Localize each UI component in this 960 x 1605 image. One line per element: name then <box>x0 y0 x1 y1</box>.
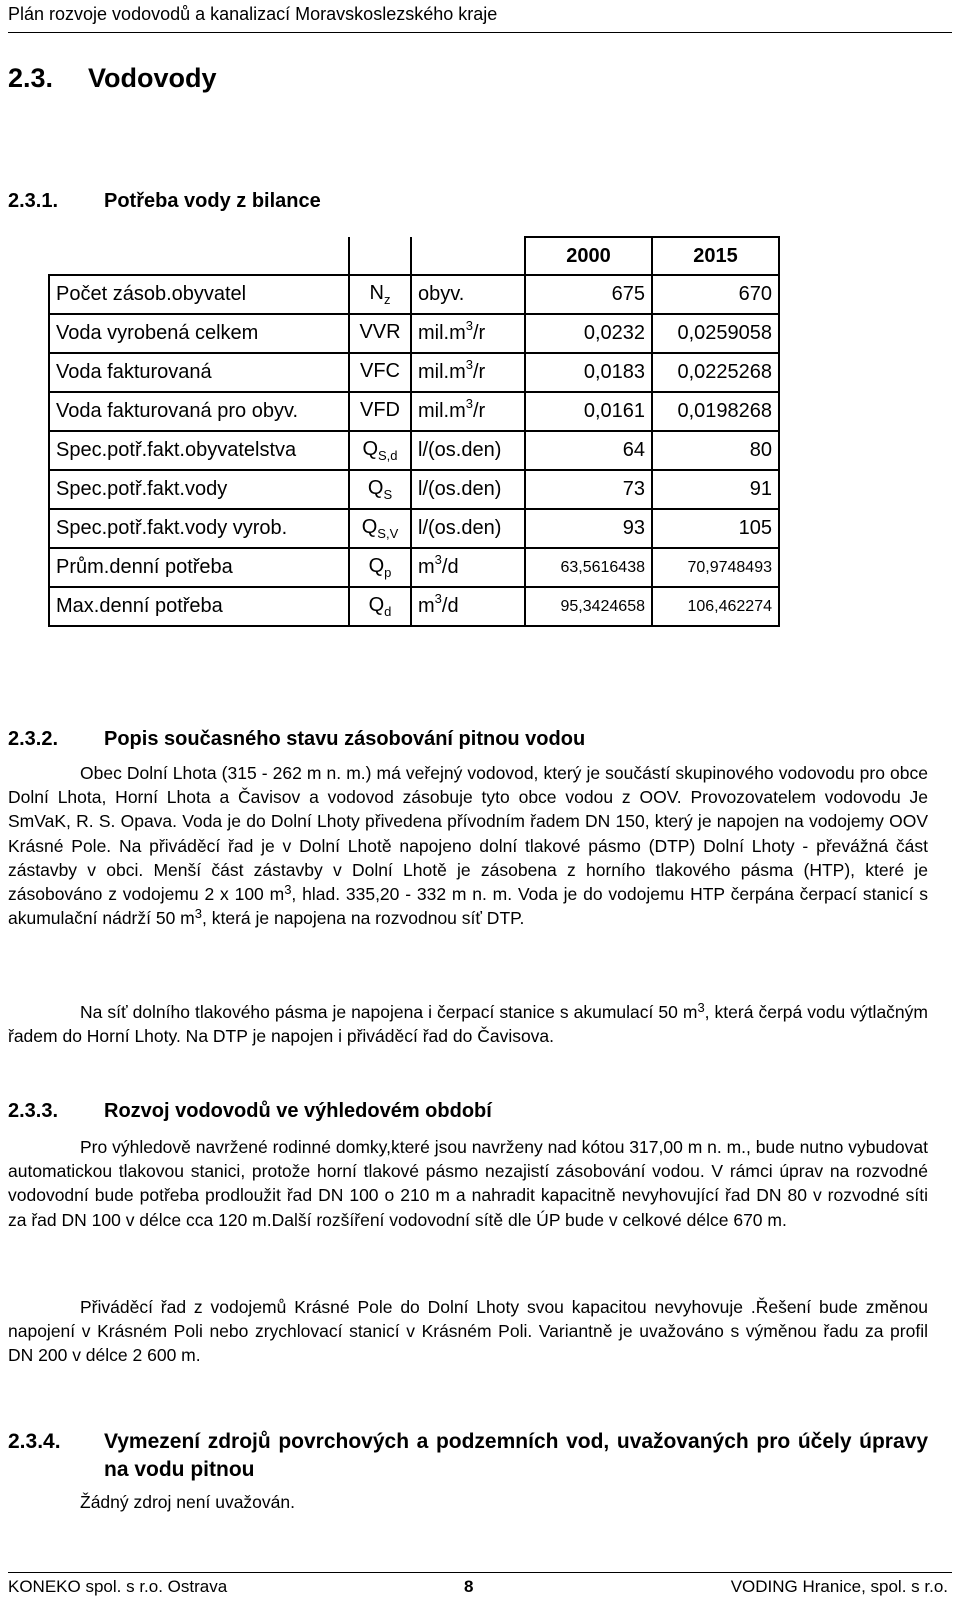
year-2000: 2000 <box>525 237 652 275</box>
subsection-heading-3 <box>8 1100 492 1123</box>
running-header: Plán rozvoje vodovodů a kanalizací Moravskoslezského kraje <box>8 4 498 24</box>
row-symbol: $Q_d$ <box>349 587 411 626</box>
table-row <box>49 587 779 626</box>
subsection-title: Vymezení zdrojů povrchových a podzemních vod, uvažovaných pro účely úpravy na vodu pitnou <box>104 1430 928 1481</box>
value-2015: 91 <box>652 470 779 509</box>
value-2015: 670 <box>652 275 779 314</box>
row-label: Voda vyrobená celkem <box>49 314 349 353</box>
page-number: 8 <box>464 1577 474 1596</box>
value-2000: 73 <box>525 470 652 509</box>
table-row <box>49 353 779 392</box>
subsection-heading-1 <box>8 190 321 213</box>
value-2000: 0,0183 <box>525 353 652 392</box>
row-symbol: VVR <box>349 314 411 353</box>
section-number: 2.3. <box>8 63 54 93</box>
subsection-number: 2.3.3. <box>8 1100 59 1122</box>
table-row <box>49 314 779 353</box>
table-row <box>49 509 779 548</box>
row-unit: $m^3/d$ <box>411 548 525 587</box>
table-row <box>49 275 779 314</box>
value-2000: 63,5616438 <box>525 548 652 587</box>
row-symbol: $Q_{S,d}$ <box>349 431 411 470</box>
subsection-title: Potřeba vody z bilance <box>104 190 321 212</box>
value-2000: 0,0161 <box>525 392 652 431</box>
footer-left: KONEKO spol. s r.o. Ostrava <box>8 1577 228 1596</box>
row-unit: l/(os.den) <box>411 470 525 509</box>
value-2015: 105 <box>652 509 779 548</box>
row-symbol: VFC <box>349 353 411 392</box>
row-label: Spec.potř.fakt.vody <box>49 470 349 509</box>
value-2000: 93 <box>525 509 652 548</box>
footer-rule <box>8 1572 952 1573</box>
subsection-heading-4 <box>8 1428 928 1484</box>
row-symbol: $Q_S$ <box>349 470 411 509</box>
value-2015: 0,0198268 <box>652 392 779 431</box>
subsection-number: 2.3.1. <box>8 190 59 212</box>
row-symbol: $Q_{S,V}$ <box>349 509 411 548</box>
subsection-title: Rozvoj vodovodů ve výhledovém období <box>104 1100 492 1122</box>
row-label: Voda fakturovaná pro obyv. <box>49 392 349 431</box>
row-unit: $mil.m^3/r$ <box>411 353 525 392</box>
row-unit: l/(os.den) <box>411 431 525 470</box>
subsection-number: 2.3.2. <box>8 728 59 750</box>
value-2015: 106,462274 <box>652 587 779 626</box>
subsection-title: Popis současného stavu zásobování pitnou vodou <box>104 728 586 750</box>
row-symbol: $Q_p$ <box>349 548 411 587</box>
row-label: Spec.potř.fakt.obyvatelstva <box>49 431 349 470</box>
table-header-row <box>49 237 779 275</box>
row-unit: $m^3/d$ <box>411 587 525 626</box>
value-2015: 0,0259058 <box>652 314 779 353</box>
value-2000: 95,3424658 <box>525 587 652 626</box>
water-balance-table <box>48 236 780 627</box>
table-row <box>49 431 779 470</box>
row-label: Voda fakturovaná <box>49 353 349 392</box>
value-2015: 70,9748493 <box>652 548 779 587</box>
paragraph-pumping-station: Na síť dolního tlakového pásma je napojena i čerpací stanice s akumulací 50 $m^3$, která čerpá vodu výtlačným řadem do Horní Lhoty. Na DTP je napojen i přiváděcí řad do Čavisova. <box>8 1000 928 1047</box>
row-label: Max.denní potřeba <box>49 587 349 626</box>
section-title: Vodovody <box>88 63 217 93</box>
value-2015: 80 <box>652 431 779 470</box>
paragraph-current-state: Obec Dolní Lhota (315 - 262 m n. m.) má veřejný vodovod, který je součástí skupinového vodovodu pro obce Dolní Lhota, Horní Lhota a Čavisov a vodovod zásobuje tyto obce vodou z OOV. Provozovatelem vodovodu Je SmVaK, R. S. Opava. Voda je do Dolní Lhoty přivedena přívodním řadem DN 150, který je napojen na vodojemy OOV Krásné Pole. Na přiváděcí řad je v Dolní Lhotě napojeno dolní tlakové pásmo (DTP) Dolní Lhoty - převážná část zástavby v obci. Menší část zástavby v Dolní Lhotě je zásobena z horního tlakového pásma (HTP), které je zásobováno z vodojemu 2 x 100 $m^3$, hlad. 335,20 - 332 m n. m. Voda je do vodojemu HTP čerpána čerpací stanicí s akumulační nádrží 50 $m^3$, která je napojena na rozvodnou síť DTP. <box>8 763 928 929</box>
value-2000: 0,0232 <box>525 314 652 353</box>
header-rule <box>8 32 952 33</box>
paragraph-development: Pro výhledově navržené rodinné domky,které jsou navrženy nad kótou 317,00 m n. m., bude nutno vybudovat automatickou tlakovou stanici, protože horní tlakové pásmo nezajistí zásobování vodou. V rámci úprav na rozvodné vodovodní bude potřeba prodloužit řad DN 100 o 210 m a nahradit kapacitně nevyhovující řad DN 80 v rozvodné síti za řad DN 100 v délce cca 120 m.Další rozšíření vodovodní sítě dle ÚP bude v celkové délce 670 m. <box>8 1137 928 1230</box>
section-heading <box>8 63 217 94</box>
footer-right: VODING Hranice, spol. s r.o. <box>730 1577 948 1596</box>
table-row <box>49 470 779 509</box>
table-row <box>49 548 779 587</box>
row-label: Spec.potř.fakt.vody vyrob. <box>49 509 349 548</box>
subsection-heading-2 <box>8 728 585 751</box>
table-row <box>49 392 779 431</box>
paragraph-sources: Žádný zdroj není uvažován. <box>80 1492 295 1512</box>
row-symbol: VFD <box>349 392 411 431</box>
row-unit: $mil.m^3/r$ <box>411 392 525 431</box>
row-unit: $mil.m^3/r$ <box>411 314 525 353</box>
subsection-number: 2.3.4. <box>8 1430 61 1453</box>
row-label: Prům.denní potřeba <box>49 548 349 587</box>
row-unit: obyv. <box>411 275 525 314</box>
value-2000: 675 <box>525 275 652 314</box>
row-symbol: $N_z$ <box>349 275 411 314</box>
value-2015: 0,0225268 <box>652 353 779 392</box>
value-2000: 64 <box>525 431 652 470</box>
row-label: Počet zásob.obyvatel <box>49 275 349 314</box>
row-unit: l/(os.den) <box>411 509 525 548</box>
paragraph-supply-line: Přiváděcí řad z vodojemů Krásné Pole do Dolní Lhoty svou kapacitou nevyhovuje .Řešení bude změnou napojení v Krásném Poli nebo zrychlovací stanicí v Krásném Poli. Variantně je uvažováno s výměnou řadu za profil DN 200 v délce 2 600 m. <box>8 1297 928 1366</box>
year-2015: 2015 <box>652 237 779 275</box>
